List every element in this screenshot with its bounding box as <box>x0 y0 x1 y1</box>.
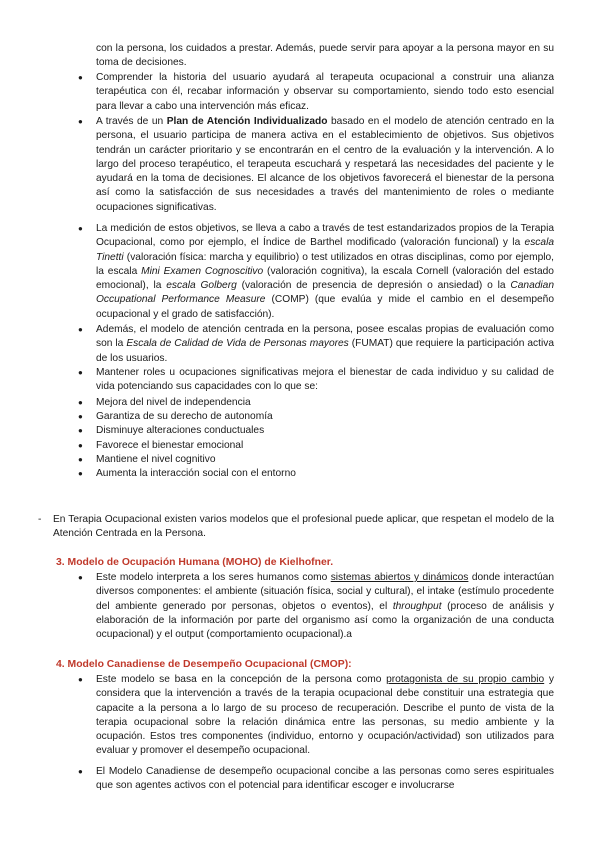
continuation-text: con la persona, los cuidados a prestar. Además, puede servir para apoyar a la persona mayor en su toma de decisiones. <box>96 43 554 69</box>
plan-bold-term: Plan de Atención Individualizado <box>166 116 328 127</box>
bullet-icon: ● <box>78 441 83 450</box>
continuation-paragraph <box>96 42 554 71</box>
bullet-plan <box>96 115 554 215</box>
models-intro <box>53 513 554 542</box>
measurement-text-c: (valoración cognitiva), la escala Cornell (valoración del estado emocional), la <box>96 265 554 292</box>
heading-moho: 3. Modelo de Ocupación Humana (MOHO) de Kielhofner. <box>56 557 334 568</box>
models-intro-text: En Terapia Ocupacional existen varios modelos que el profesional puede aplicar, que respetan el modelo de la Atención Centrada en la Persona. <box>53 514 554 540</box>
bullet-icon: ● <box>78 767 83 776</box>
bullet-cmop-spiritual <box>96 765 554 794</box>
measurement-italic-mini-examen: Mini Examen Cognoscitivo <box>141 265 264 277</box>
bullet-icon: ● <box>78 573 83 582</box>
bullet-icon: ● <box>78 455 83 464</box>
measurement-text-b: (valoración física: marcha y equilibrio) o test utilizados en otras disciplinas, como por ejemplo, la escala <box>96 251 554 277</box>
moho-underlined: sistemas abiertos y dinámicos <box>330 572 469 583</box>
dash-marker: - <box>38 514 42 525</box>
measurement-text-e: (COMP) (que evalúa y mide el cambio en el desempeño ocupacional y el grado de satisfacción). <box>96 294 554 320</box>
cmop-text-b: y considera que la intervención a través de la terapia ocupacional debe constituir una estrategia que capacite a la persona a lo largo de su proceso de recuperación. Describe el punto de vista de la terapia ocupacional sobre la relación dinámica entre las personas, su medio ambiente y la ocupación. Estos tres componentes (individuo, entorno y ocupación/actividad) son utilizados para evaluar y promover el desempeño ocupacional. <box>96 674 554 757</box>
bullet-icon: ● <box>78 675 83 684</box>
roles-text: Mantener roles u ocupaciones significativas mejora el bienestar de cada individuo y su calidad de vida potenciando sus capacidades con lo que se: <box>96 367 554 393</box>
bullet-icon: ● <box>78 73 83 82</box>
bullet-measurement <box>96 222 554 322</box>
measurement-text-a: La medición de estos objetivos, se lleva a cabo a través de test estandarizados propios de la Terapia Ocupacional, como por ejemplo, el Índice de Barthel modificado (valoración funcional) y la <box>96 223 554 249</box>
scales-text-b: (FUMAT) que requiere la participación activa de los usuarios. <box>96 338 554 364</box>
scales-text-a: Además, el modelo de atención centrada en la persona, posee escalas propias de evaluación como son la <box>96 324 554 350</box>
bullet-icon: ● <box>78 469 83 478</box>
bullet-cmop <box>96 673 554 759</box>
bullet-history <box>96 71 554 114</box>
bullet-moho <box>96 571 554 642</box>
heading-cmop: 4. Modelo Canadiense de Desempeño Ocupacional (CMOP): <box>56 659 352 670</box>
scales-italic-fumat: Escala de Calidad de Vida de Personas mayores <box>126 338 349 350</box>
moho-text-c: (proceso de análisis y elaboración de la información por parte del organismo así como la organización de una conducta ocupacional) y el output (comportamiento ocupacional).a <box>96 600 554 641</box>
cmop-underlined: protagonista de su propio cambio <box>386 674 545 685</box>
moho-text-a: Este modelo interpreta a los seres humanos como <box>96 572 331 583</box>
list-item: Mejora del nivel de independencia <box>96 397 251 408</box>
bullet-icon: ● <box>78 398 83 407</box>
moho-italic-throughput: throughput <box>392 600 442 612</box>
list-item: Disminuye alteraciones conductuales <box>96 425 265 436</box>
measurement-italic-golberg: escala Golberg <box>166 280 237 292</box>
bullet-icon: ● <box>78 412 83 421</box>
cmop-spiritual-text: El Modelo Canadiense de desempeño ocupacional concibe a las personas como seres espirituales que son agentes activos con el potencial para identificar escoger e involucrarse <box>96 766 554 792</box>
bullet-icon: ● <box>78 426 83 435</box>
plan-text-pre: A través de un <box>96 116 167 127</box>
list-item: Garantiza de su derecho de autonomía <box>96 411 273 422</box>
list-item: Aumenta la interacción social con el entorno <box>96 468 296 479</box>
list-item: Mantiene el nivel cognitivo <box>96 454 216 465</box>
bullet-icon: ● <box>78 117 83 126</box>
bullet-roles <box>96 366 554 395</box>
measurement-italic-tinetti: escala Tinetti <box>96 237 554 263</box>
measurement-text-d: (valoración de presencia de depresión o ansiedad) o la <box>236 280 511 292</box>
bullet-scales <box>96 323 554 366</box>
bullet-icon: ● <box>78 224 83 233</box>
bullet-icon: ● <box>78 368 83 377</box>
list-item: Favorece el bienestar emocional <box>96 440 244 451</box>
plan-text-post: basado en el modelo de atención centrado en la persona, el usuario participa de manera activa en el establecimiento de objetivos. Sus objetivos tendrán un carácter prioritario y se encontrarán en el centro de la evaluación y la intervención. A lo largo del proceso terapéutico, el terapeuta escuchará y respetará las necesidades del paciente y le ayudará en la toma de decisiones. El alcance de los objetivos favorecerá el bienestar de la persona así como la satisfacción de sus necesidades a través del mantenimiento de roles o mediante ocupaciones significativas. <box>96 116 554 213</box>
cmop-text-a: Este modelo se basa en la concepción de la persona como <box>96 674 387 685</box>
bullet-icon: ● <box>78 325 83 334</box>
measurement-italic-copm: Canadian Occupational Performance Measure <box>96 280 554 306</box>
bullet-history-text: Comprender la historia del usuario ayudará al terapeuta ocupacional a construir una alianza terapéutica con él, recabar información y observar su comportamiento, siendo todo esto esencial para llevar a cabo una intervención más eficaz. <box>96 72 554 112</box>
moho-text-b: donde interactúan diversos componentes: el ambiente (situación física, social y cultural), el intake (estímulo procedente del ambiente generado por personas, objetos o eventos), el <box>96 572 554 612</box>
